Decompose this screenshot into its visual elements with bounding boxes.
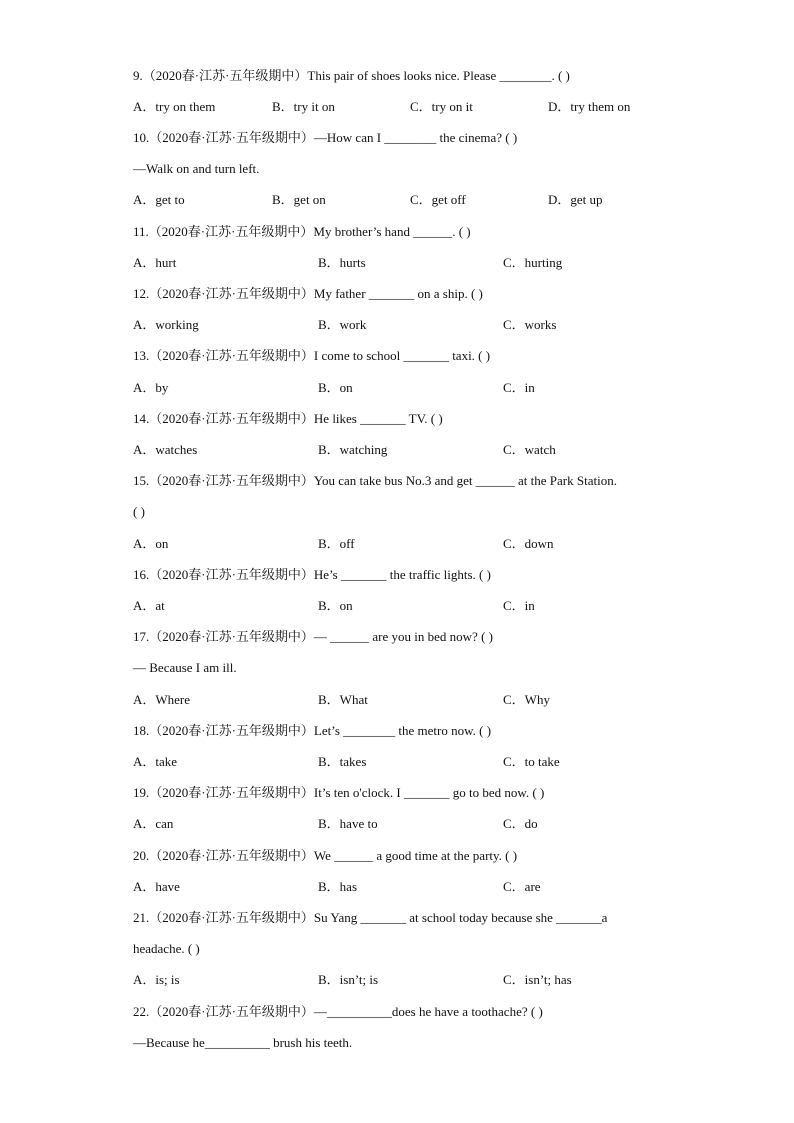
question-14-option-b[interactable]: B．watching <box>318 442 388 457</box>
question-21-option-a[interactable]: A．is; is <box>133 972 180 987</box>
question-16-option-a[interactable]: A．at <box>133 598 165 613</box>
question-17-option-b[interactable]: B．What <box>318 692 368 707</box>
question-13-option-b[interactable]: B．on <box>318 380 353 395</box>
question-10-option-d[interactable]: D．get up <box>548 192 603 207</box>
question-19-option-c[interactable]: C．do <box>503 816 538 831</box>
question-12-option-b[interactable]: B．work <box>318 317 367 332</box>
question-10-stem: 10.（2020春·江苏·五年级期中）—How can I ________ the cinema? ( ) <box>133 130 518 145</box>
question-16-option-c[interactable]: C．in <box>503 598 535 613</box>
question-16-stem: 16.（2020春·江苏·五年级期中）He’s _______ the traffic lights. ( ) <box>133 567 491 582</box>
question-9-option-b[interactable]: B．try it on <box>272 99 335 114</box>
question-15-option-b[interactable]: B．off <box>318 536 355 551</box>
question-21-option-c[interactable]: C．isn’t; has <box>503 972 572 987</box>
question-13-option-c[interactable]: C．in <box>503 380 535 395</box>
question-17-stem: 17.（2020春·江苏·五年级期中）— ______ are you in bed now? ( ) <box>133 629 493 644</box>
question-17-option-c[interactable]: C．Why <box>503 692 550 707</box>
question-13-stem: 13.（2020春·江苏·五年级期中）I come to school _______ taxi. ( ) <box>133 348 491 363</box>
question-12-stem: 12.（2020春·江苏·五年级期中）My father _______ on a ship. ( ) <box>133 286 483 301</box>
question-13-option-a[interactable]: A．by <box>133 380 169 395</box>
question-14-option-a[interactable]: A．watches <box>133 442 198 457</box>
question-14-option-c[interactable]: C．watch <box>503 442 556 457</box>
question-19-option-b[interactable]: B．have to <box>318 816 378 831</box>
question-18-option-b[interactable]: B．takes <box>318 754 367 769</box>
question-21-option-b[interactable]: B．isn’t; is <box>318 972 379 987</box>
question-15-option-a[interactable]: A．on <box>133 536 169 551</box>
question-11-option-b[interactable]: B．hurts <box>318 255 366 270</box>
question-18-option-c[interactable]: C．to take <box>503 754 560 769</box>
question-9-option-d[interactable]: D．try them on <box>548 99 631 114</box>
question-21-stem: 21.（2020春·江苏·五年级期中）Su Yang _______ at school today because she _______a <box>133 910 608 925</box>
question-9-stem: 9.（2020春·江苏·五年级期中）This pair of shoes looks nice. Please ________. ( ) <box>133 68 570 83</box>
question-10-option-a[interactable]: A．get to <box>133 192 185 207</box>
question-10-option-b[interactable]: B．get on <box>272 192 326 207</box>
question-10-option-c[interactable]: C．get off <box>410 192 466 207</box>
question-20-option-c[interactable]: C．are <box>503 879 541 894</box>
question-11-option-a[interactable]: A．hurt <box>133 255 177 270</box>
question-18-option-a[interactable]: A．take <box>133 754 178 769</box>
question-15-stem: 15.（2020春·江苏·五年级期中）You can take bus No.3 and get ______ at the Park Station. <box>133 473 617 488</box>
question-15-option-c[interactable]: C．down <box>503 536 554 551</box>
question-15-stem-continued: ( ) <box>133 504 145 519</box>
question-11-stem: 11.（2020春·江苏·五年级期中）My brother’s hand ______. ( ) <box>133 224 471 239</box>
question-21-stem-continued: headache. ( ) <box>133 941 200 956</box>
question-9-option-c[interactable]: C．try on it <box>410 99 473 114</box>
question-17-option-a[interactable]: A．Where <box>133 692 191 707</box>
question-10-dialogue: —Walk on and turn left. <box>133 161 260 176</box>
question-18-stem: 18.（2020春·江苏·五年级期中）Let’s ________ the metro now. ( ) <box>133 723 492 738</box>
question-9-option-a[interactable]: A．try on them <box>133 99 216 114</box>
question-12-option-c[interactable]: C．works <box>503 317 557 332</box>
question-12-option-a[interactable]: A．working <box>133 317 199 332</box>
question-20-option-b[interactable]: B．has <box>318 879 358 894</box>
question-17-dialogue: — Because I am ill. <box>133 660 237 675</box>
question-19-stem: 19.（2020春·江苏·五年级期中）It’s ten o'clock. I _______ go to bed now. ( ) <box>133 785 545 800</box>
question-22-stem: 22.（2020春·江苏·五年级期中）—__________does he have a toothache? ( ) <box>133 1004 543 1019</box>
question-19-option-a[interactable]: A．can <box>133 816 174 831</box>
question-14-stem: 14.（2020春·江苏·五年级期中）He likes _______ TV. ( ) <box>133 411 443 426</box>
question-11-option-c[interactable]: C．hurting <box>503 255 563 270</box>
question-20-stem: 20.（2020春·江苏·五年级期中）We ______ a good time at the party. ( ) <box>133 848 518 863</box>
question-20-option-a[interactable]: A．have <box>133 879 180 894</box>
question-22-dialogue: —Because he__________ brush his teeth. <box>133 1035 353 1050</box>
question-16-option-b[interactable]: B．on <box>318 598 353 613</box>
